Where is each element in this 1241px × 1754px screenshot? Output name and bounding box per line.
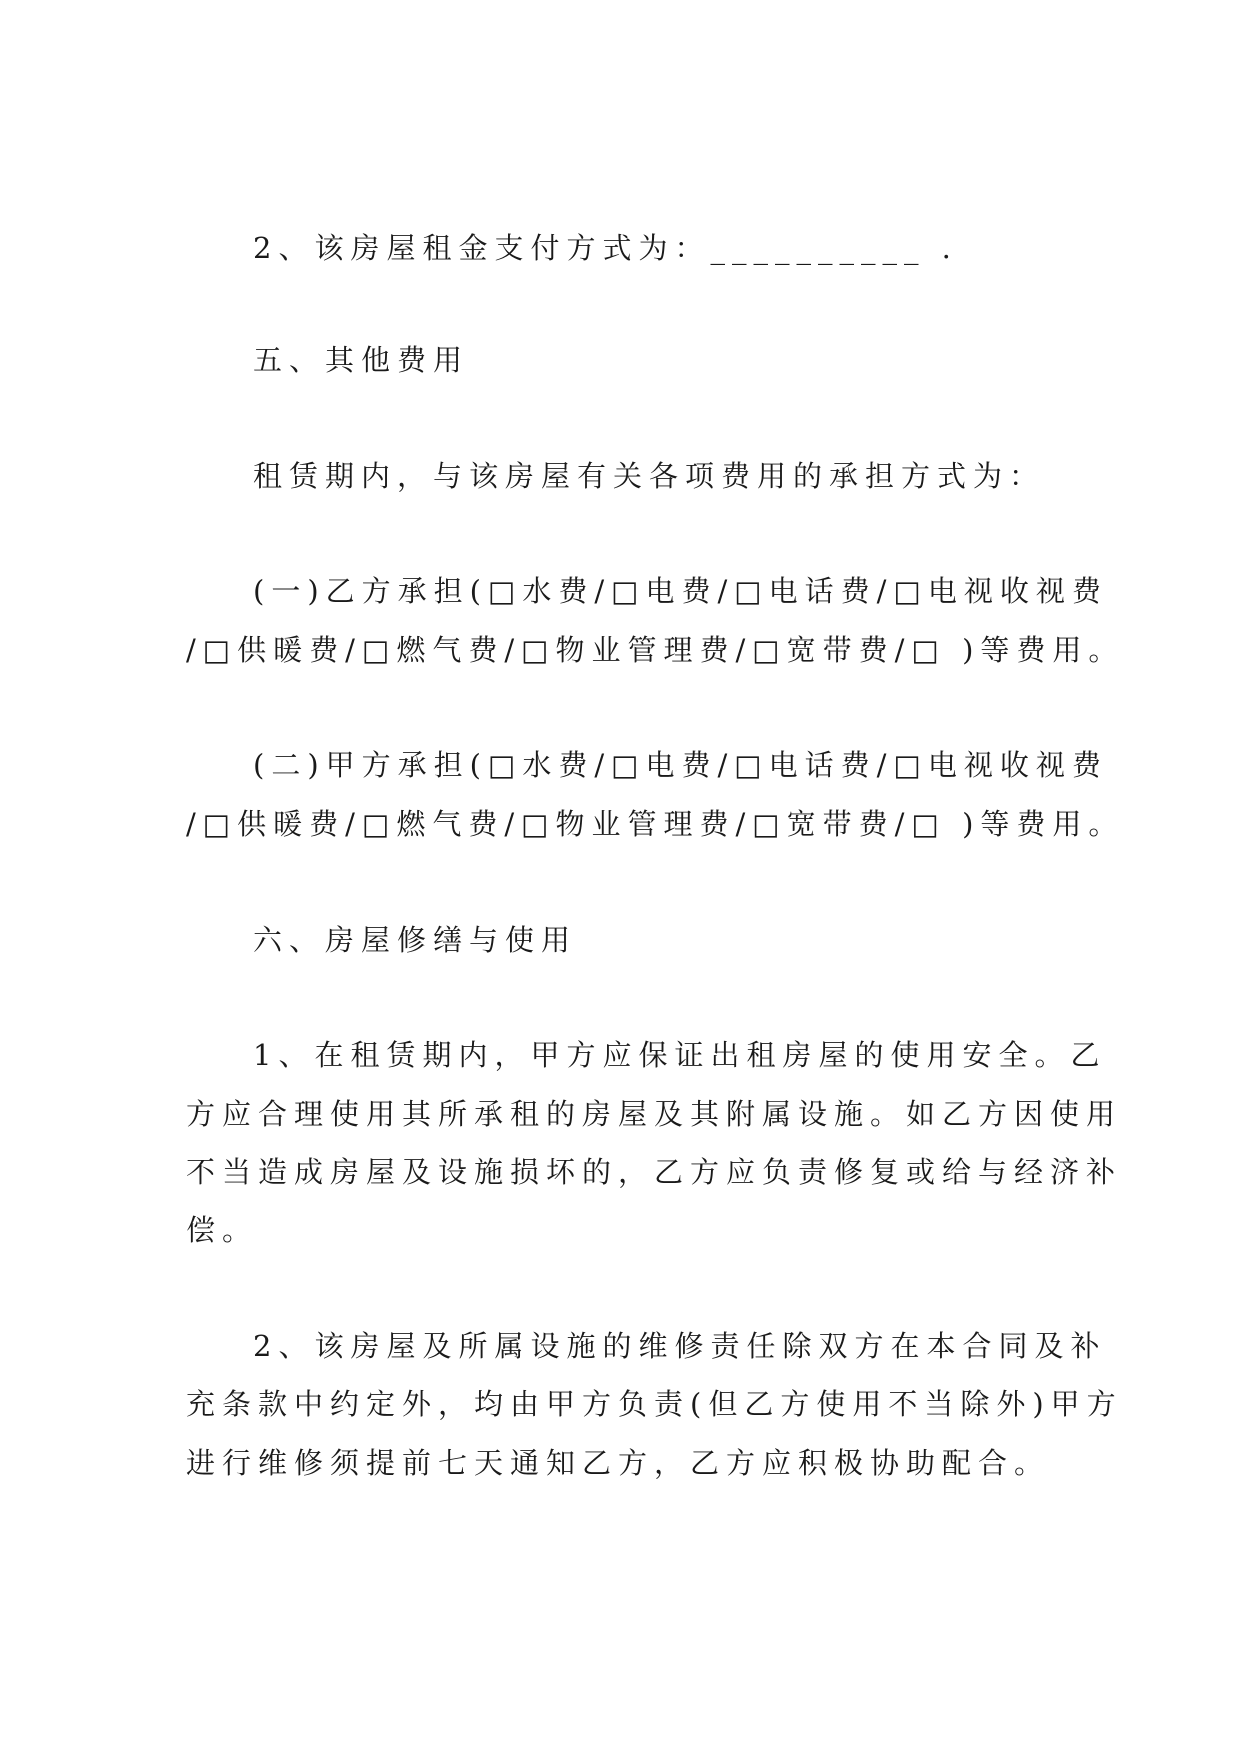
fees-intro-line: 租赁期内，与该房屋有关各项费用的承担方式为： [253,459,1046,493]
clause-1-line-4: 偿。 [186,1213,259,1247]
clause-2-line-2: 充条款中约定外，均由甲方负责(但乙方使用不当除外)甲方 [186,1387,1123,1421]
party-a-fees-line-2: /□供暖费/□燃气费/□物业管理费/□宽带费/□ )等费用。 [186,807,1125,841]
clause-2-line-1: 2、该房屋及所属设施的维修责任除双方在本合同及补 [253,1329,1107,1363]
party-b-fees-line-1: (一)乙方承担(□水费/□电费/□电话费/□电视收视费 [253,574,1108,608]
section-five-heading: 五、其他费用 [253,343,470,377]
clause-1-line-2: 方应合理使用其所承租的房屋及其附属设施。如乙方因使用 [186,1097,1123,1131]
clause-1-line-1: 1、在租赁期内，甲方应保证出租房屋的使用安全。乙 [253,1038,1107,1072]
section-six-heading: 六、房屋修缮与使用 [253,923,578,957]
clause-1-line-3: 不当造成房屋及设施损坏的，乙方应负责修复或给与经济补 [186,1155,1123,1189]
clause-2-line-3: 进行维修须提前七天通知乙方，乙方应积极协助配合。 [186,1446,1051,1480]
party-b-fees-line-2: /□供暖费/□燃气费/□物业管理费/□宽带费/□ )等费用。 [186,633,1125,667]
payment-method-line: 2、该房屋租金支付方式为：__________ . [253,231,958,265]
party-a-fees-line-1: (二)甲方承担(□水费/□电费/□电话费/□电视收视费 [253,748,1108,782]
